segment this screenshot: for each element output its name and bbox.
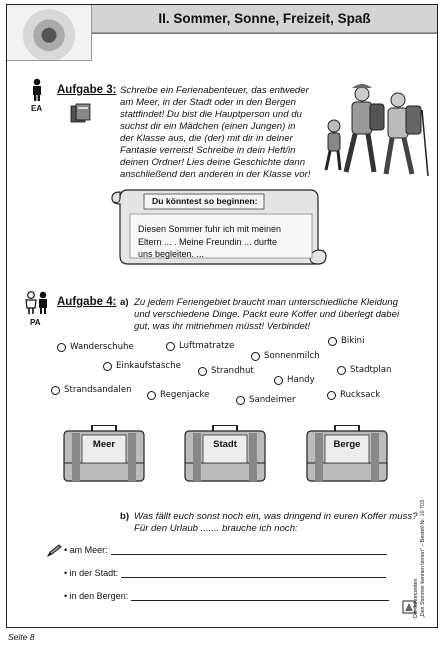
aufgabe3-line: anschließend den anderen in der Klasse vor! [120,169,311,180]
side-text-line: Die Jahreszeiten [413,578,419,618]
einzelarbeit-label: EA [31,104,43,113]
item-sonnenmilch[interactable] [251,351,320,361]
part-a-marker: a) [120,297,129,308]
checkbox-circle[interactable] [274,376,283,385]
part-b-line: Was fällt euch sonst noch ein, was dringend in euren Koffer muss? [134,511,418,522]
checkbox-circle[interactable] [327,391,336,400]
suitcase-label-stadt: Stadt [213,439,237,450]
scroll-heading: Du könntest so beginnen: [152,196,258,206]
suitcase-stadt [183,425,267,483]
answer-label: • am Meer: [64,545,108,555]
checkbox-circle[interactable] [57,343,66,352]
item-label: Einkaufstasche [116,361,181,371]
item-label: Rucksack [340,390,381,400]
suitcase-meer [62,425,146,483]
part-a-line: gut, was ihr mitnehmen müsst! Verbindet! [134,321,311,332]
item-sandeimer[interactable] [236,395,296,405]
answer-line[interactable] [111,545,387,555]
item-einkaufstasche[interactable] [103,361,181,371]
aufgabe3-line: stattfindet! Du bist die Hauptperson und du [120,109,302,120]
item-regenjacke[interactable] [147,390,209,400]
scroll-line: uns begleiten. ... [138,249,205,259]
item-label: Luftmatratze [179,341,235,351]
item-label: Bikini [341,336,365,346]
checkbox-circle[interactable] [328,337,337,346]
part-b-marker: b) [120,511,130,522]
answer-label: • in der Stadt: [64,568,119,578]
suitcase-berge [305,425,389,483]
scroll-sample-text [138,223,318,261]
aufgabe4-part-b-text [134,511,418,535]
aufgabe3-title: Aufgabe 3: [57,84,117,96]
item-label: Handy [287,375,315,385]
answer-label: • in den Bergen: [64,591,129,601]
suitcase-label-meer: Meer [92,439,116,450]
item-label: Strandhut [211,366,254,376]
answer-line[interactable] [131,591,389,601]
item-label: Strandsandalen [64,385,132,395]
pencil-icon [46,544,62,558]
chapter-header [92,5,437,33]
aufgabe3-line: Fantasie verreist! Schreibe in dein Heft/in [120,145,296,156]
part-a-line: und verschiedene Dinge. Packt eure Koffer und überlegt dabei [134,309,400,320]
item-label: Regenjacke [160,390,210,400]
chapter-title: II. Sommer, Sonne, Freizeit, Spaß [158,11,371,26]
single-person-icon [31,78,43,102]
item-stadtplan[interactable] [337,365,391,375]
checkbox-circle[interactable] [166,342,175,351]
checkbox-circle[interactable] [337,366,346,375]
checkbox-circle[interactable] [198,367,207,376]
item-label: Sonnenmilch [264,351,320,361]
item-rucksack[interactable] [327,390,380,400]
part-a-line: Zu jedem Feriengebiet braucht man unterschiedliche Kleidung [134,297,398,308]
aufgabe3-line: Schreibe ein Ferienabenteuer, das entweder [120,85,309,96]
aufgabe3-line: der Klasse aus, die (der) mit dir in deiner [120,133,293,144]
checkbox-circle[interactable] [103,362,112,371]
sunflower-photo [7,5,92,61]
hikers-illustration [322,80,432,180]
answer-row-berge[interactable] [64,591,389,601]
item-bikini[interactable] [328,336,364,346]
item-wanderschuhe[interactable] [57,342,134,352]
scroll-line: Eltern ... . Meine Freundin ... durfte [138,236,278,247]
answer-row-stadt[interactable] [64,568,386,578]
checkbox-circle[interactable] [147,391,156,400]
aufgabe3-line: deinen Ordner! Lies deine Geschichte dann [120,157,306,168]
answer-row-meer[interactable] [64,545,387,555]
item-handy[interactable] [274,375,315,385]
item-strandhut[interactable] [198,366,254,376]
aufgabe3-line: suchst dir ein Mädchen (einen Jungen) in [120,121,296,132]
scroll-line: Diesen Sommer fuhr ich mit meinen [138,224,282,234]
item-label: Stadtplan [350,365,392,375]
partner-icon [24,291,50,315]
part-b-line: Für den Urlaub ....... brauche ich noch: [134,523,298,534]
notebook-icon [70,103,92,123]
side-text-line: „Den Sommer kennen lernen" – Bestell-Nr. 10 703 [419,500,426,618]
item-label: Sandeimer [249,395,296,405]
aufgabe4-part-a-text [134,297,399,333]
publisher-side-text [413,378,426,618]
kohl-verlag-logo [402,600,416,614]
partnerarbeit-label: PA [30,318,41,327]
checkbox-circle[interactable] [251,352,260,361]
suitcase-label-berge: Berge [333,439,361,450]
page-number: Seite 8 [8,632,35,642]
answer-line[interactable] [121,568,386,578]
aufgabe3-instructions [120,85,310,181]
aufgabe3-line: am Meer, in der Stadt oder in den Bergen [120,97,296,108]
checkbox-circle[interactable] [51,386,60,395]
item-label: Wanderschuhe [70,342,134,352]
item-strandsandalen[interactable] [51,385,132,395]
aufgabe4-title: Aufgabe 4: [57,296,117,308]
checkbox-circle[interactable] [236,396,245,405]
item-luftmatratze[interactable] [166,341,234,351]
header-divider [92,33,437,34]
